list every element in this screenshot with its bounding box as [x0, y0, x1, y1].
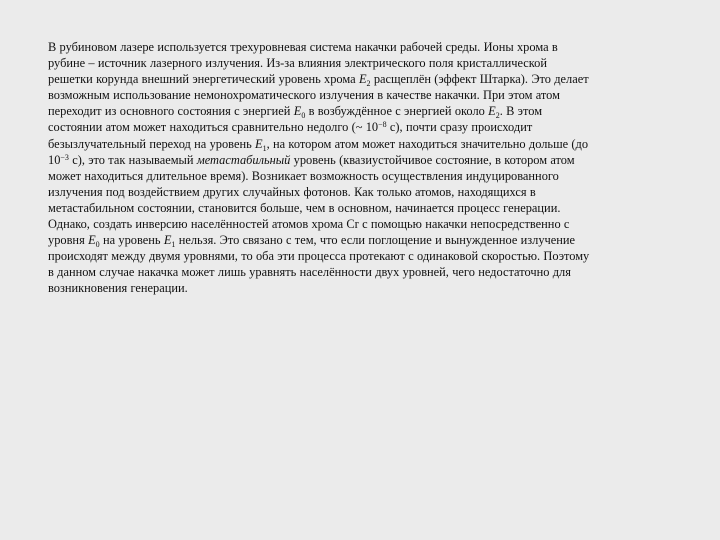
- text-line: [48, 103, 696, 119]
- text-line: [48, 136, 696, 152]
- text-segment: в возбуждённое с энергией около: [305, 104, 489, 119]
- subscript: 2: [366, 79, 371, 89]
- body-paragraph: [48, 39, 696, 297]
- text-segment: на уровень: [99, 233, 164, 248]
- text-line: [48, 200, 696, 216]
- text-segment: излучения под воздействием других случайных фотонов. Как только атомов, находящихся в: [48, 184, 536, 199]
- superscript: −3: [60, 152, 69, 162]
- italic-text: E: [358, 72, 367, 87]
- text-segment: рубине – источник лазерного излучения. Из-за влияния электрического поля кристаллической: [48, 56, 547, 71]
- text-segment: расщеплён (эффект Штарка). Это делает: [370, 72, 589, 87]
- text-segment: может находиться длительное время). Возникает возможность осуществления индуцированного: [48, 168, 559, 183]
- italic-text: E: [293, 104, 302, 119]
- subscript: 2: [495, 111, 500, 121]
- text-line: [48, 232, 696, 248]
- text-segment: В рубиновом лазере используется трехуровневая система накачки рабочей среды. Ионы хрома в: [48, 40, 558, 54]
- superscript: −8: [378, 120, 387, 130]
- text-line: [48, 248, 696, 264]
- text-segment: состоянии атом может находиться сравнительно недолго (~ 10: [48, 120, 379, 135]
- text-line: [48, 216, 696, 232]
- italic-text: E: [88, 233, 96, 248]
- text-line: [48, 71, 696, 87]
- text-line: [48, 280, 696, 296]
- subscript: 0: [301, 111, 306, 121]
- text-segment: , на котором атом может находиться значительно дольше (до: [266, 136, 589, 151]
- text-segment: Однако, создать инверсию населённостей атомов хрома Cr с помощью накачки непосредственно с: [48, 217, 570, 232]
- subscript: 0: [95, 240, 100, 250]
- text-line: [48, 87, 696, 103]
- text-segment: возможным использование немонохроматического излучения в качестве накачки. При этом атом: [48, 88, 560, 103]
- text-segment: в данном случае накачка может лишь уравнять населённости двух уровней, чего недостаточно для: [48, 265, 571, 280]
- text-segment: 10: [48, 152, 61, 167]
- subscript: 1: [262, 143, 267, 153]
- text-line: [48, 39, 696, 55]
- text-line: [48, 168, 696, 184]
- text-segment: происходят между двумя уровнями, то оба эти процесса протекают с одинаковой скоростью. Поэтому: [48, 249, 590, 264]
- text-segment: безызлучательный переход на уровень: [48, 136, 256, 151]
- text-segment: переходит из основного состояния с энергией: [48, 104, 294, 119]
- text-segment: метастабильном состоянии, становится больше, чем в основном, начинается процесс генерации.: [48, 200, 561, 215]
- text-segment: возникновения генерации.: [48, 281, 188, 296]
- italic-text: E: [488, 104, 496, 119]
- text-segment: с), почти сразу происходит: [386, 120, 533, 135]
- text-line: [48, 152, 696, 168]
- text-segment: решетки корунда внешний энергетический уровень хрома: [48, 72, 359, 87]
- text-segment: нельзя. Это связано с тем, что если поглощение и вынужденное излучение: [175, 233, 576, 248]
- text-line: [48, 184, 696, 200]
- text-segment: . В этом: [499, 104, 543, 119]
- text-segment: уровень (квазиустойчивое состояние, в котором атом: [290, 152, 575, 167]
- subscript: 1: [171, 240, 176, 250]
- italic-text: E: [255, 136, 263, 151]
- italic-text: метастабильный: [196, 152, 291, 167]
- text-line: [48, 264, 696, 280]
- text-segment: уровня: [48, 233, 89, 248]
- text-line: [48, 119, 696, 135]
- italic-text: E: [163, 233, 172, 248]
- text-line: [48, 55, 696, 71]
- text-segment: с), это так называемый: [68, 152, 197, 167]
